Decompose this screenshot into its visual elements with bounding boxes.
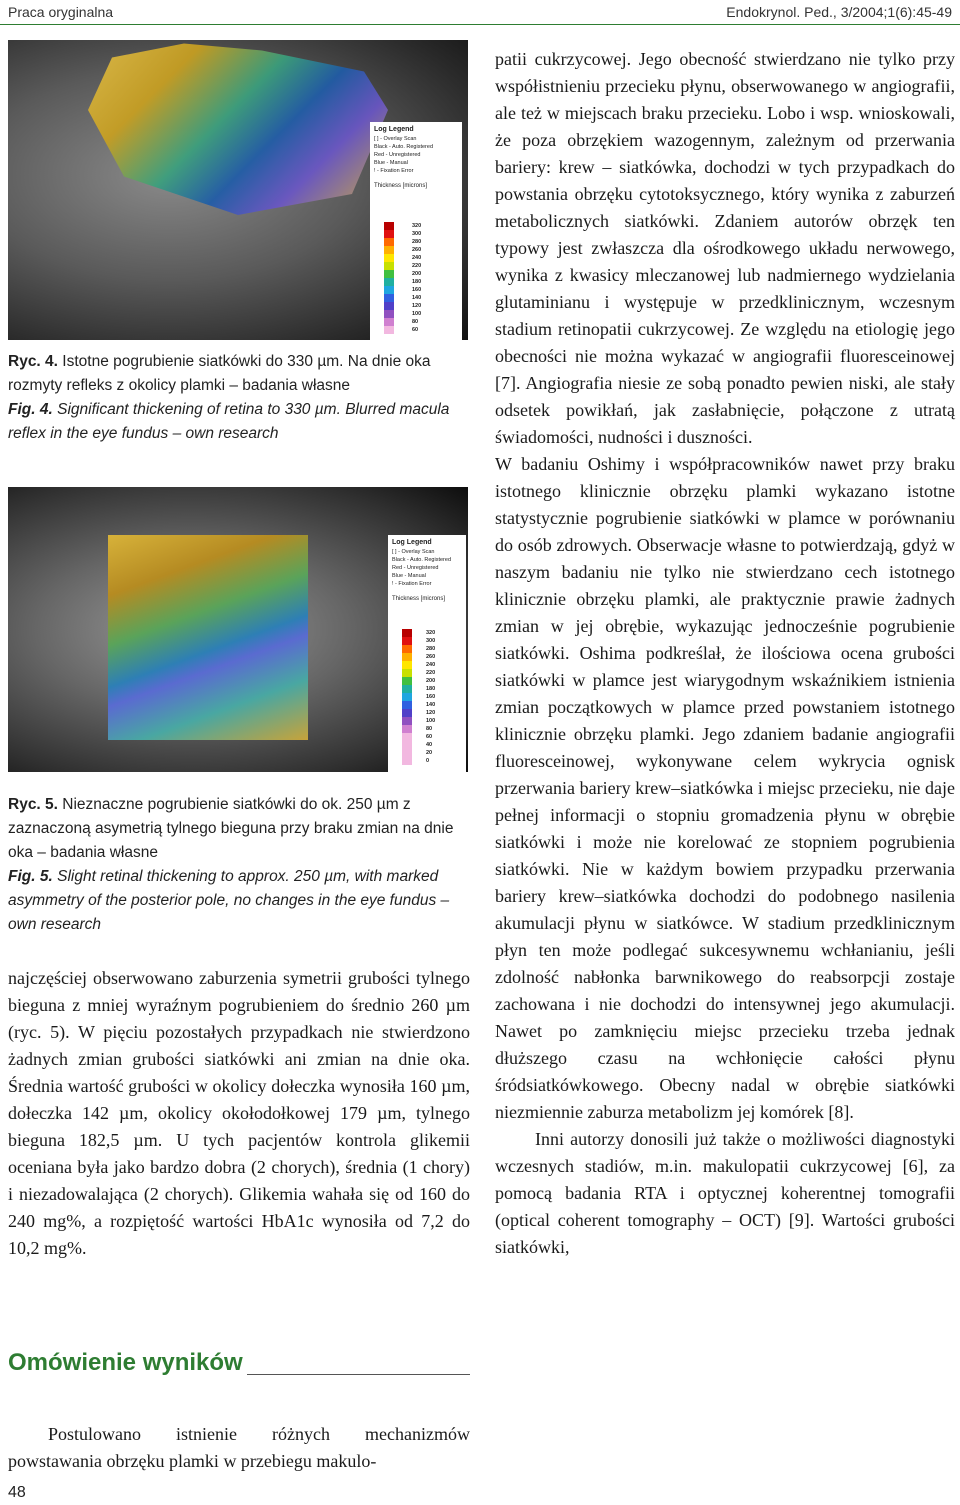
grid-cell <box>158 720 183 741</box>
scale-label: 220 <box>412 263 422 269</box>
grid-cell <box>158 535 183 556</box>
scale-label: 20 <box>426 750 433 756</box>
grid-cell <box>158 556 183 577</box>
scale-swatch <box>384 246 394 254</box>
left-column-text <box>8 965 470 1262</box>
grid-cell <box>283 679 308 700</box>
grid-cell <box>183 597 208 618</box>
running-header-right: Endokrynol. Ped., 3/2004;1(6):45-49 <box>726 4 952 20</box>
scale-swatch <box>402 685 412 693</box>
scale-label: 220 <box>426 670 436 676</box>
thickness-scale-labels <box>426 629 435 765</box>
figure-4-caption <box>8 350 470 446</box>
body-paragraph: najczęściej obserwowano zaburzenia symetrii grubości tylnego bieguna z mniej wyraźnym pogrubieniem do średnio 260 µm (ryc. 5). W pięciu pozostałych przypadkach nie stwierdzono żadnych zmian grubości siatkówki ani zmian na dnie oka. Średnia wartość grubości w okolicy dołeczka wynosiła 160 µm, dołeczka 142 µm, okolicy okołodołkowej 179 µm, tylnego bieguna 182,5 µm. U tych pacjentów kontrola glikemii oceniana była jako bardzo dobra (2 chorych), średnia (1 chory) i niezadowalająca (2 chorych). Glikemia wahała się od 160 do 240 mg%, a rozpiętość wartości HbA1c wynosiła od 7,2 do 10,2 mg%. <box>8 968 470 1258</box>
scale-label: 160 <box>426 694 436 700</box>
scale-label: 80 <box>426 726 433 732</box>
scale-label: 0 <box>426 758 430 764</box>
grid-cell <box>208 597 233 618</box>
thickness-label: Thickness [microns] <box>392 596 446 602</box>
caption-label: Ryc. 5. <box>8 796 58 813</box>
grid-cell <box>233 699 258 720</box>
scale-label: 180 <box>412 279 422 285</box>
scale-label: 300 <box>426 638 436 644</box>
grid-cell <box>208 617 233 638</box>
scale-label: 60 <box>426 734 433 740</box>
grid-cell <box>233 720 258 741</box>
page-number: 48 <box>8 1484 26 1501</box>
scale-swatch <box>402 653 412 661</box>
grid-cell <box>183 658 208 679</box>
scale-label: 260 <box>426 654 436 660</box>
grid-cell <box>233 535 258 556</box>
thickness-color-scale <box>402 629 412 765</box>
scale-label: 120 <box>412 303 422 309</box>
scale-swatch <box>402 629 412 637</box>
caption-label: Ryc. 4. <box>8 353 58 370</box>
scale-label: 200 <box>412 271 422 277</box>
scale-label: 240 <box>412 255 422 261</box>
scale-swatch <box>402 725 412 733</box>
grid-cell <box>233 576 258 597</box>
grid-cell <box>183 617 208 638</box>
grid-cell <box>108 535 133 556</box>
scale-swatch <box>402 645 412 653</box>
scale-swatch <box>384 270 394 278</box>
scale-label: 280 <box>426 646 436 652</box>
grid-cell <box>258 556 283 577</box>
scale-swatch <box>384 286 394 294</box>
grid-cell <box>108 576 133 597</box>
grid-cell <box>108 597 133 618</box>
grid-cell <box>108 720 133 741</box>
scale-swatch <box>384 310 394 318</box>
legend-item: Black - Auto. Registered <box>374 144 434 150</box>
thickness-3d-surface <box>88 40 388 215</box>
scale-label: 180 <box>426 686 436 692</box>
grid-cell <box>183 638 208 659</box>
grid-cell <box>233 658 258 679</box>
legend-item: Blue - Manual <box>374 160 408 166</box>
body-paragraph: Postulowano istnienie różnych mechanizmów powstawania obrzęku plamki w przebiegu makulo- <box>8 1424 470 1471</box>
log-legend-panel <box>370 122 462 340</box>
scale-swatch <box>402 637 412 645</box>
right-column-text <box>495 46 955 1261</box>
section-heading <box>8 1349 470 1381</box>
grid-cell <box>108 679 133 700</box>
grid-cell <box>208 720 233 741</box>
caption-label-en: Fig. 4. <box>8 401 53 418</box>
grid-cell <box>108 617 133 638</box>
grid-cell <box>133 535 158 556</box>
grid-cell <box>258 597 283 618</box>
grid-cell <box>108 638 133 659</box>
grid-cell <box>183 699 208 720</box>
grid-cell <box>208 658 233 679</box>
scale-swatch <box>384 254 394 262</box>
scale-swatch <box>402 733 412 741</box>
body-paragraph: patii cukrzycowej. Jego obecność stwierdzano nie tylko przy współistnieniu przecieku płynu, obserwowanego w angiografii, ale też w miejscach braku przecieku. Lobo i wsp. wnioskowali, że poza obrzękiem wazogennym, zależnym od przerwania bariery: krew – siatkówka, dochodzi w tych przypadkach do powstania obrzęku cytotoksycznego, który wynika z zaburzeń metabolicznych siatkówki. Zdaniem autorów obrzęk ten typowy jest zwłaszcza dla ośrodkowego układu nerwowego, wynika z kwasicy mleczanowej lub nadmiernego wydzielania glutaminianu i występuje w przedklinicznym, wczesnym stadium retinopatii cukrzycowej. Ze względu na etiologię jego obecności nie można wykazać w angiografii fluoresceinowej [7]. Angiografia niesie ze sobą ponadto pewien niski, ale stały odsetek powikłań, jak zasłabnięcie, połączone z utratą świadomości, nudności i duszności. <box>495 49 955 447</box>
grid-cell <box>283 597 308 618</box>
scale-label: 320 <box>412 223 422 229</box>
grid-cell <box>258 720 283 741</box>
grid-cell <box>208 535 233 556</box>
scale-swatch <box>384 278 394 286</box>
grid-cell <box>233 679 258 700</box>
grid-cell <box>283 576 308 597</box>
figure-5-retinal-thickness-map <box>8 487 468 772</box>
grid-cell <box>158 658 183 679</box>
grid-cell <box>183 679 208 700</box>
grid-cell <box>183 535 208 556</box>
grid-cell <box>108 556 133 577</box>
scale-swatch <box>402 717 412 725</box>
grid-cell <box>233 597 258 618</box>
grid-cell <box>258 658 283 679</box>
grid-cell <box>258 638 283 659</box>
grid-cell <box>133 720 158 741</box>
scale-label: 300 <box>412 231 422 237</box>
scale-label: 120 <box>426 710 436 716</box>
grid-cell <box>133 658 158 679</box>
legend-item: Blue - Manual <box>392 573 426 579</box>
scale-swatch <box>402 749 412 757</box>
grid-cell <box>233 638 258 659</box>
grid-cell <box>183 576 208 597</box>
grid-cell <box>158 638 183 659</box>
scale-swatch <box>384 326 394 334</box>
caption-text: Istotne pogrubienie siatkówki do 330 µm. Na dnie oka rozmyty refleks z okolicy plamki – badania własne <box>8 353 431 394</box>
grid-cell <box>208 699 233 720</box>
scale-swatch <box>402 701 412 709</box>
header-rule <box>0 24 960 25</box>
grid-cell <box>283 535 308 556</box>
grid-cell <box>258 699 283 720</box>
scale-swatch <box>384 302 394 310</box>
grid-cell <box>258 617 283 638</box>
section-title: Omówienie wyników <box>8 1349 247 1376</box>
scale-label: 320 <box>426 630 436 636</box>
scale-swatch <box>384 230 394 238</box>
grid-cell <box>208 638 233 659</box>
legend-item: ! - Fixation Error <box>392 581 432 587</box>
grid-cell <box>283 556 308 577</box>
grid-cell <box>133 617 158 638</box>
caption-label-en: Fig. 5. <box>8 868 53 885</box>
legend-item: Black - Auto. Registered <box>392 557 452 563</box>
grid-cell <box>258 679 283 700</box>
caption-text-en: Slight retinal thickening to approx. 250 µm, with marked asymmetry of the posterior pole, no changes in the eye fundus – own research <box>8 868 450 933</box>
grid-cell <box>283 658 308 679</box>
legend-title: Log Legend <box>374 126 414 133</box>
grid-cell <box>233 617 258 638</box>
grid-cell <box>283 638 308 659</box>
legend-item: [ ] - Overlay Scan <box>392 549 435 555</box>
running-header-left: Praca oryginalna <box>8 4 114 20</box>
scale-label: 240 <box>426 662 436 668</box>
scale-label: 160 <box>412 287 422 293</box>
grid-cell <box>258 535 283 556</box>
scale-label: 280 <box>412 239 422 245</box>
body-paragraph: W badaniu Oshimy i współpracowników nawet przy braku istotnego klinicznie obrzęku plamki wykazano istotne statystycznie pogrubienie siatkówki w plamce w porównaniu do osób zdrowych. Obserwacje własne to potwierdzają, gdyż w naszym badaniu nie tylko nie stwierdzano cech istotnego klinicznie obrzęku plamki, ale praktycznie prawie żadnych zmian w jej obrębie, wykazując jednocześnie pogrubienie siatkówki. Oshima podkreślał, że ilościowa ocena grubości siatkówki w plamce jest wiarygodnym wskaźnikiem istnienia zmian początkowych w plamce przed powstaniem istotnego klinicznie obrzęku plamki. Jego zdaniem badanie angiografii fluoresceinowej, wykonywane celem wykrycia ognisk przerwania bariery krew–siatkówka i miejsc przecieku, nie daje pełnej informacji o stopniu gromadzenia płynu w obrębie siatkówki i może nie korelować ze stopniem pogrubienia siatkówki. Nie w każdym bowiem przypadku przerwania bariery krew–siatkówka dochodzi do podobnego nasilenia akumulacji płynu w siatkówce. W stadium przedklinicznym płyn ten może podlegać sukcesywnemu wchłanianiu, jeśli zdolność nabłonka barwnikowego do reabsorpcji zostaje zachowana i nie dochodzi do intensywnej jego akumulacji. Nawet po zamknięciu miejsc przecieku trzeba jednak dłuższego czasu na wchłonięcie całości płynu śródsiatkówkowego. Obecny nadal w obrębie siatkówki niezmiennie zaburza metabolizm jej komórek [8]. <box>495 454 955 1122</box>
grid-cell <box>133 597 158 618</box>
grid-cell <box>233 556 258 577</box>
grid-cell <box>133 699 158 720</box>
figure-5-caption <box>8 793 470 937</box>
grid-cell <box>208 679 233 700</box>
scale-label: 40 <box>426 742 433 748</box>
scale-label: 80 <box>412 319 419 325</box>
thickness-label: Thickness [microns] <box>374 183 428 189</box>
scale-label: 140 <box>426 702 436 708</box>
grid-cell <box>283 699 308 720</box>
grid-cell <box>208 556 233 577</box>
scale-swatch <box>402 693 412 701</box>
scale-label: 260 <box>412 247 422 253</box>
scale-swatch <box>384 238 394 246</box>
legend-item: Red - Unregistered <box>374 152 421 158</box>
grid-cell <box>283 720 308 741</box>
grid-cell <box>158 617 183 638</box>
grid-cell <box>133 576 158 597</box>
caption-text: Nieznaczne pogrubienie siatkówki do ok. 250 µm z zaznaczoną asymetrią tylnego bieguna przy braku zmian na dnie oka – badania własne <box>8 796 454 861</box>
scale-swatch <box>384 222 394 230</box>
grid-cell <box>133 638 158 659</box>
grid-cell <box>158 699 183 720</box>
scale-label: 200 <box>426 678 436 684</box>
grid-cell <box>208 576 233 597</box>
legend-item: Red - Unregistered <box>392 565 439 571</box>
thickness-color-scale <box>384 222 394 334</box>
grid-cell <box>108 658 133 679</box>
grid-cell <box>258 576 283 597</box>
log-legend-panel <box>388 535 466 772</box>
figure-4-retinal-thickness-map <box>8 40 468 340</box>
body-paragraph: Inni autorzy donosili już także o możliwości diagnostyki wczesnych stadiów, m.in. makulopatii cukrzycowej [6], za pomocą badania RTA i optycznej koherentnej tomografii (optical coherent tomography – OCT) [9]. Wartości grubości siatkówki, <box>495 1129 955 1257</box>
thickness-scale-labels <box>412 222 421 334</box>
scale-swatch <box>384 262 394 270</box>
scale-swatch <box>402 661 412 669</box>
scale-label: 100 <box>412 311 422 317</box>
scale-swatch <box>402 757 412 765</box>
legend-item: [ ] - Overlay Scan <box>374 136 417 142</box>
caption-text-en: Significant thickening of retina to 330 µm. Blurred macula reflex in the eye fundus – own research <box>8 401 450 442</box>
grid-cell <box>158 597 183 618</box>
scale-label: 60 <box>412 327 419 333</box>
grid-cell <box>183 720 208 741</box>
scale-label: 100 <box>426 718 436 724</box>
grid-cell <box>283 617 308 638</box>
grid-cell <box>158 679 183 700</box>
section-intro-text <box>8 1403 470 1493</box>
scale-swatch <box>402 709 412 717</box>
grid-cell <box>133 679 158 700</box>
grid-cell <box>183 556 208 577</box>
legend-item: ! - Fixation Error <box>374 168 414 174</box>
scale-swatch <box>384 294 394 302</box>
scale-swatch <box>384 318 394 326</box>
scale-label: 140 <box>412 295 422 301</box>
grid-cell <box>158 576 183 597</box>
thickness-value-grid <box>108 535 308 740</box>
legend-title: Log Legend <box>392 539 432 546</box>
scale-swatch <box>402 669 412 677</box>
scale-swatch <box>402 677 412 685</box>
grid-cell <box>108 699 133 720</box>
grid-cell <box>133 556 158 577</box>
scale-swatch <box>402 741 412 749</box>
